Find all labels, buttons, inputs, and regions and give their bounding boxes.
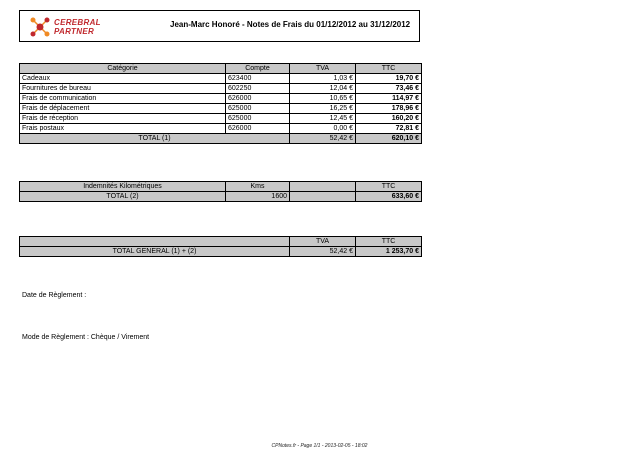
cell-tva: 10,65 € (290, 94, 356, 104)
table-row (20, 94, 422, 104)
column-header-indemnites: Indemnités Kilométriques (20, 182, 226, 192)
cell-compte: 626000 (226, 124, 290, 134)
total-1-ttc: 620,10 € (356, 134, 422, 144)
grand-total-table (19, 236, 422, 257)
expenses-table (19, 63, 422, 144)
table-row (20, 84, 422, 94)
cell-tva: 1,03 € (290, 74, 356, 84)
mileage-total-row (20, 192, 422, 202)
column-header-ttc: TTC (356, 237, 422, 247)
cell-categorie: Frais postaux (20, 124, 226, 134)
grand-total-tva: 52,42 € (290, 247, 356, 257)
column-header-empty (290, 182, 356, 192)
cell-tva: 12,45 € (290, 114, 356, 124)
total-2-kms: 1600 (226, 192, 290, 202)
cell-ttc: 19,70 € (356, 74, 422, 84)
cell-categorie: Frais de déplacement (20, 104, 226, 114)
cell-ttc: 73,46 € (356, 84, 422, 94)
document-header (19, 10, 420, 42)
cell-ttc: 114,97 € (356, 94, 422, 104)
payment-mode-label: Mode de Règlement : Chèque / Virement (22, 334, 150, 341)
cell-categorie: Fournitures de bureau (20, 84, 226, 94)
cell-compte: 625000 (226, 104, 290, 114)
total-2-label: TOTAL (2) (20, 192, 226, 202)
expenses-total-row (20, 134, 422, 144)
cell-categorie: Cadeaux (20, 74, 226, 84)
grand-total-ttc: 1 253,70 € (356, 247, 422, 257)
cell-tva: 16,25 € (290, 104, 356, 114)
mileage-header-row (20, 182, 422, 192)
column-header-empty (20, 237, 290, 247)
cell-ttc: 72,81 € (356, 124, 422, 134)
page-footer: CPNotes.fr - Page 1/1 - 2013-02-05 - 18:02 (271, 443, 368, 449)
grand-total-header-row (20, 237, 422, 247)
cerebral-partner-logo (28, 15, 118, 39)
cell-compte: 623400 (226, 74, 290, 84)
total-1-tva: 52,42 € (290, 134, 356, 144)
column-header-kms: Kms (226, 182, 290, 192)
mileage-table (19, 181, 422, 202)
expenses-header-row (20, 64, 422, 74)
table-row (20, 114, 422, 124)
cell-ttc: 160,20 € (356, 114, 422, 124)
column-header-compte: Compte (226, 64, 290, 74)
table-row (20, 74, 422, 84)
cell-tva: 0,00 € (290, 124, 356, 134)
total-2-ttc: 633,60 € (356, 192, 422, 202)
cell-compte: 625000 (226, 114, 290, 124)
table-row (20, 104, 422, 114)
column-header-ttc: TTC (356, 64, 422, 74)
cell-tva: 12,04 € (290, 84, 356, 94)
cell-categorie: Frais de réception (20, 114, 226, 124)
grand-total-row (20, 247, 422, 257)
cell-categorie: Frais de communication (20, 94, 226, 104)
column-header-ttc: TTC (356, 182, 422, 192)
cell-ttc: 178,96 € (356, 104, 422, 114)
logo-text-line2: PARTNER (54, 27, 95, 36)
column-header-categorie: Catégorie (20, 64, 226, 74)
total-1-label: TOTAL (1) (20, 134, 290, 144)
logo-molecule-icon (28, 15, 52, 39)
document-title: Jean-Marc Honoré - Notes de Frais du 01/12/2012 au 31/12/2012 (170, 20, 411, 29)
cell-compte: 602250 (226, 84, 290, 94)
column-header-tva: TVA (290, 237, 356, 247)
payment-date-label: Date de Règlement : (22, 292, 87, 299)
grand-total-label: TOTAL GENERAL (1) + (2) (20, 247, 290, 257)
total-2-empty (290, 192, 356, 202)
table-row (20, 124, 422, 134)
logo-text-line1: CEREBRAL (54, 18, 101, 27)
cell-compte: 626000 (226, 94, 290, 104)
column-header-tva: TVA (290, 64, 356, 74)
